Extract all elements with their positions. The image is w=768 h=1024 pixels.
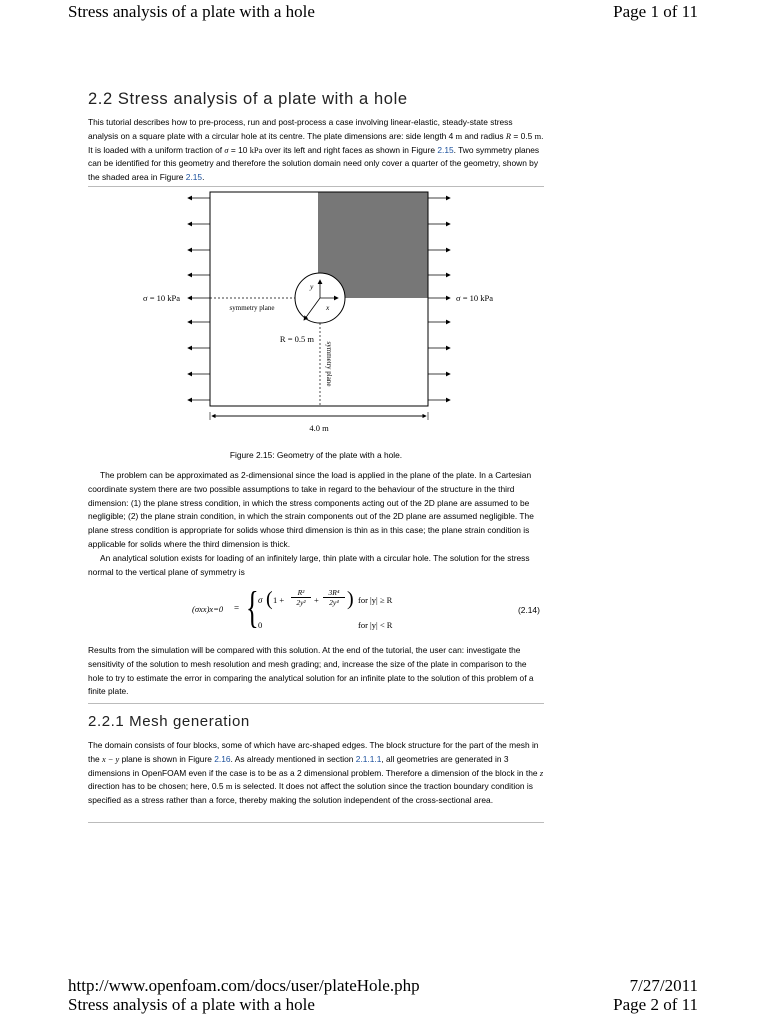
section-ref-link[interactable]: 2.1.1.1 [355,753,382,764]
equation-frac1-den: 2y² [296,598,306,607]
equation-equals: = [234,603,240,613]
figure-ref-link[interactable]: 2.16 [214,753,231,764]
equation-frac1-num: R² [291,588,311,598]
equation-case1-condition: for |y| ≥ R [358,595,393,605]
x-axis-label: x [326,303,330,312]
plate-geometry-figure [120,188,500,436]
equation-lhs: (σxx)x=0 [192,604,224,614]
sigma-right-label: σ = 10 kPa [456,293,494,303]
analytical-solution-paragraph: An analytical solution exists for loading of an infinitely large, thin plate with a circular hole. The solution for the stress normal to the vertical plane of symmetry is [88,552,530,577]
right-traction-arrows [428,198,450,400]
next-page-header-title: Stress analysis of a plate with a hole [68,995,315,1014]
figure-ref-link[interactable]: 2.15 [185,172,203,183]
mesh-generation-paragraph: The domain consists of four blocks, some of which have arc-shaped edges. The block structure for the part of the mesh in the x − y plane is shown in Figure 2.16. As already mentioned in section 2.1.1.1, all geometries are generated in 3 dimensions in OpenFOAM even if the case is to be as a 2 dimensional problem. Therefore a dimension of the block in the z direction has to be chosen; here, 0.5 m is selected. It does not affect the solution since the traction boundary condition is specified as a stress rather than a force, thereby making the solution independent of the cross-sectional area. [88,740,544,806]
next-page-number: Page 2 of 11 [613,995,698,1014]
intro-paragraph: This tutorial describes how to pre-process, run and post-process a case involving linear-elastic, steady-state stress analysis on a square plate with a circular hole at its centre. The plate dimensions are: side length 4 m and radius R = 0.5 m. It is loaded with a uniform traction of σ = 10 kPa over its left and right faces as shown in Figure 2.15. Two symmetry planes can be identified for this geometry and therefore the solution domain need only cover a quarter of the geometry, shown by the shaded area in Figure 2.15. [88,117,544,183]
plane-stress-paragraph: The problem can be approximated as 2-dimensional since the load is applied in the plane of the plate. In a Cartesian coordinate system there are two possible assumptions to take in regard to the behaviour of the structure in the third dimension: (1) the plane stress condition, in which the stress components acting out of the 2D plane are assumed to be negligible; (2) the plane strain condition, in which the strain components out of the 2D plane are assumed negligible. The plane stress condition is appropriate for solids whose third dimension is thin as in this case; the plane strain condition is applicable for solids where the third dimension is thick. [88,470,534,549]
equation-one-plus: 1 + [273,595,285,605]
equation-2-14: (σxx)x=0 = { σ ( 1 + R² 2y² + 3R⁴ 2y⁴ ) for |y| ≥ R 0 for |y| < R (2.14) [192,583,540,632]
symmetry-plane-horizontal-label: symmetry plane [229,304,275,312]
results-paragraph: Results from the simulation will be compared with this solution. At the end of the tutorial, the user can: investigate the sensitivity of the solution to mesh resolution and mesh grading; and, increase the size of the plate in comparison to the hole to try to estimate the error in comparing the analytical solution for an infinite plate to the solution of this problem of a finite plate. [88,645,534,697]
footer-url[interactable]: http://www.openfoam.com/docs/user/plateHole.php [68,976,420,995]
equation-frac2-den: 2y⁴ [329,598,339,607]
running-header-title: Stress analysis of a plate with a hole [68,2,315,21]
symmetry-plane-vertical-label: symmetry plane [325,341,333,387]
sigma-left-label: σ = 10 kPa [142,293,180,303]
equation-case2-value: 0 [258,620,263,630]
body-text [88,469,544,579]
radius-label: R = 0.5 m [279,334,314,344]
equation-brace-glyph: { [246,583,259,632]
equation-plus: + [314,595,319,605]
equation-case2-condition: for |y| < R [358,620,393,630]
divider [88,703,544,704]
divider [88,186,544,187]
y-axis-label: y [310,282,314,291]
width-label: 4.0 m [309,423,329,433]
equation-number: (2.14) [518,605,540,615]
subsection-heading: 2.2.1 Mesh generation [88,713,250,730]
equation-frac2-num: 3R⁴ [323,588,345,598]
section-heading: 2.2 Stress analysis of a plate with a hole [88,90,408,108]
equation-case1-sigma: σ [258,595,263,605]
figure-caption: Figure 2.15: Geometry of the plate with a hole. [229,450,403,460]
footer-date: 7/27/2011 [629,976,698,995]
divider [88,822,544,823]
figure-ref-link[interactable]: 2.15 [437,144,454,155]
running-header-page-number: Page 1 of 11 [613,2,698,21]
left-traction-arrows [188,198,210,400]
